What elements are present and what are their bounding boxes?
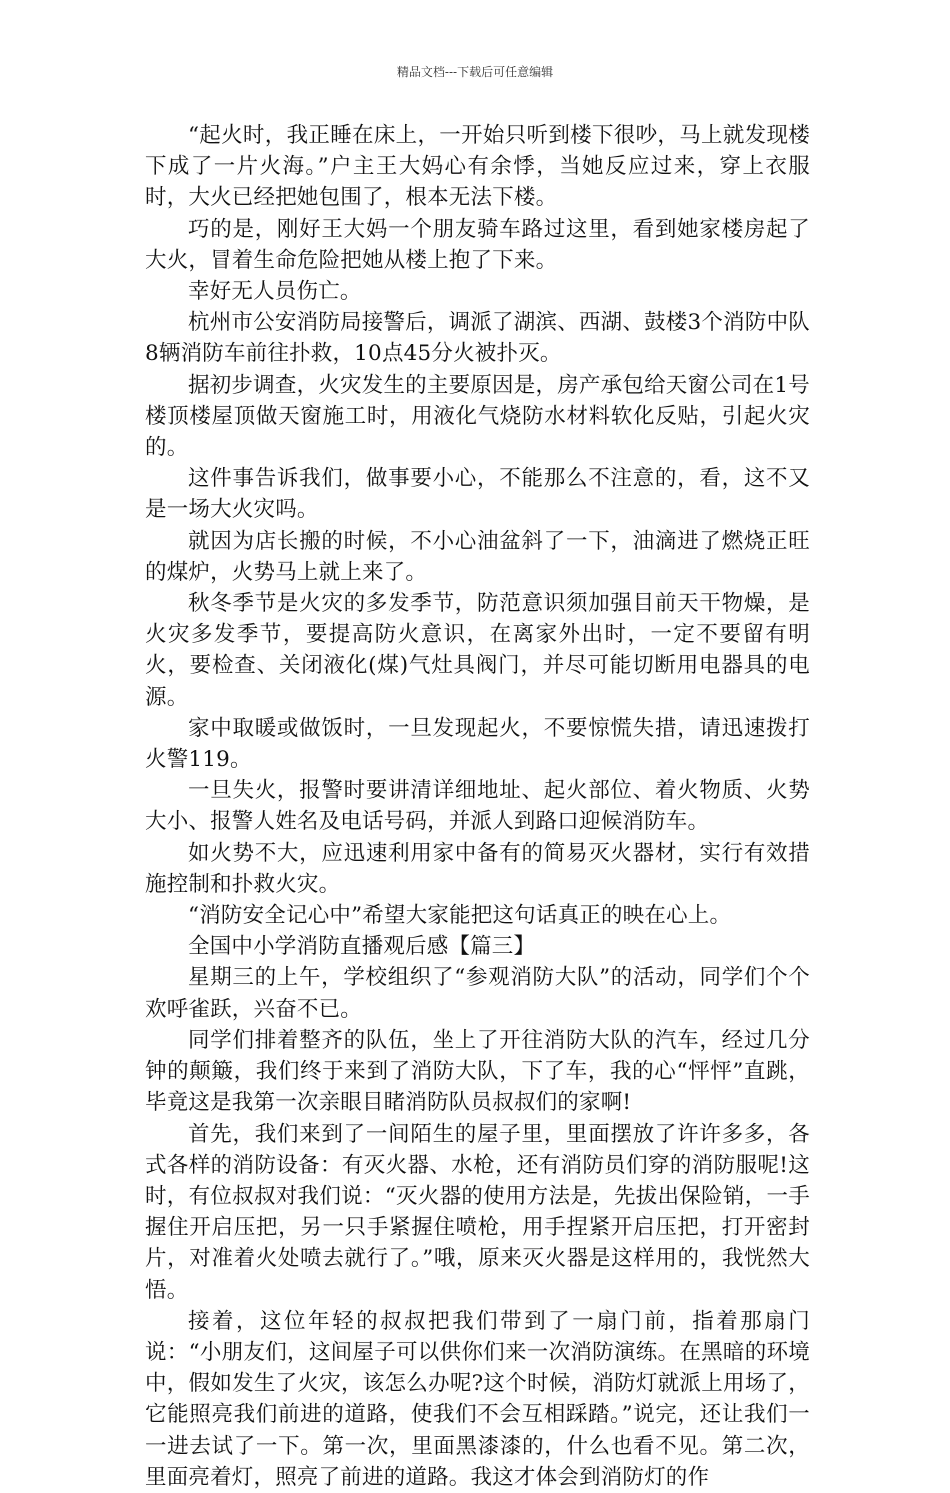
paragraph: 如火势不大，应迅速利用家中备有的简易灭火器材，实行有效措施控制和扑救火灾。 <box>145 840 810 897</box>
paragraph: 接着，这位年轻的叔叔把我们带到了一扇门前，指着那扇门说：“小朋友们，这间屋子可以供你们来一次消防演练。在黑暗的环境中，假如发生了火灾，该怎么办呢?这个时候，消防灯就派上用场了，它能照亮我们前进的道路，使我们不会互相踩踏。”说完，还让我们一一进去试了一下。第一次，里面黑漆漆的，什么也看不见。第二次，里面亮着灯，照亮了前进的道路。我这才体会到消防灯的作 <box>145 1308 810 1490</box>
paragraph: “起火时，我正睡在床上，一开始只听到楼下很吵，马上就发现楼下成了一片火海。”户主王大妈心有余悸，当她反应过来，穿上衣服时，大火已经把她包围了，根本无法下楼。 <box>145 123 810 211</box>
paragraph: 星期三的上午，学校组织了“参观消防大队”的活动，同学们个个欢呼雀跃，兴奋不已。 <box>145 965 810 1022</box>
paragraph: 巧的是，刚好王大妈一个朋友骑车路过这里，看到她家楼房起了大火，冒着生命危险把她从楼上抱了下来。 <box>145 216 810 273</box>
paragraph: 家中取暖或做饭时，一旦发现起火，不要惊慌失措，请迅速拨打火警119。 <box>145 715 810 773</box>
document-body <box>145 120 810 1493</box>
page-header: 精品文档---下载后可任意编辑 <box>396 65 554 79</box>
paragraph: 同学们排着整齐的队伍，坐上了开往消防大队的汽车，经过几分钟的颠簸，我们终于来到了消防大队，下了车，我的心“怦怦”直跳，毕竟这是我第一次亲眼目睹消防队员叔叔们的家啊! <box>145 1027 810 1116</box>
paragraph: 秋冬季节是火灾的多发季节，防范意识须加强目前天干物燥，是火灾多发季节，要提高防火意识，在离家外出时，一定不要留有明火，要检查、关闭液化(煤)气灶具阀门，并尽可能切断用电器具的电源。 <box>145 591 810 710</box>
paragraph: 首先，我们来到了一间陌生的屋子里，里面摆放了许许多多，各式各样的消防设备：有灭火器、水枪，还有消防员们穿的消防服呢!这时，有位叔叔对我们说：“灭火器的使用方法是，先拔出保险销，一手握住开启压把，另一只手紧握住喷枪，用手捏紧开启压把，打开密封片，对准着火处喷去就行了。”哦，原来灭火器是这样用的，我恍然大悟。 <box>145 1121 810 1303</box>
paragraph: 就因为店长搬的时候，不小心油盆斜了一下，油滴进了燃烧正旺的煤炉，火势马上就上来了。 <box>145 528 810 585</box>
paragraph: 这件事告诉我们，做事要小心，不能那么不注意的，看，这不又是一场大火灾吗。 <box>145 466 810 523</box>
section-heading: 全国中小学消防直播观后感【篇三】 <box>188 934 536 960</box>
paragraph: “消防安全记心中”希望大家能把这句话真正的映在心上。 <box>188 903 732 929</box>
paragraph: 据初步调查，火灾发生的主要原因是，房产承包给天窗公司在1号楼顶楼屋顶做天窗施工时，用液化气烧防水材料软化反贴，引起火灾的。 <box>145 372 810 461</box>
paragraph: 幸好无人员伤亡。 <box>188 279 362 305</box>
paragraph: 一旦失火，报警时要讲清详细地址、起火部位、着火物质、火势大小、报警人姓名及电话号码，并派人到路口迎候消防车。 <box>145 778 810 835</box>
paragraph: 杭州市公安消防局接警后，调派了湖滨、西湖、鼓楼3个消防中队8辆消防车前往扑救，10点45分火被扑灭。 <box>145 310 810 367</box>
